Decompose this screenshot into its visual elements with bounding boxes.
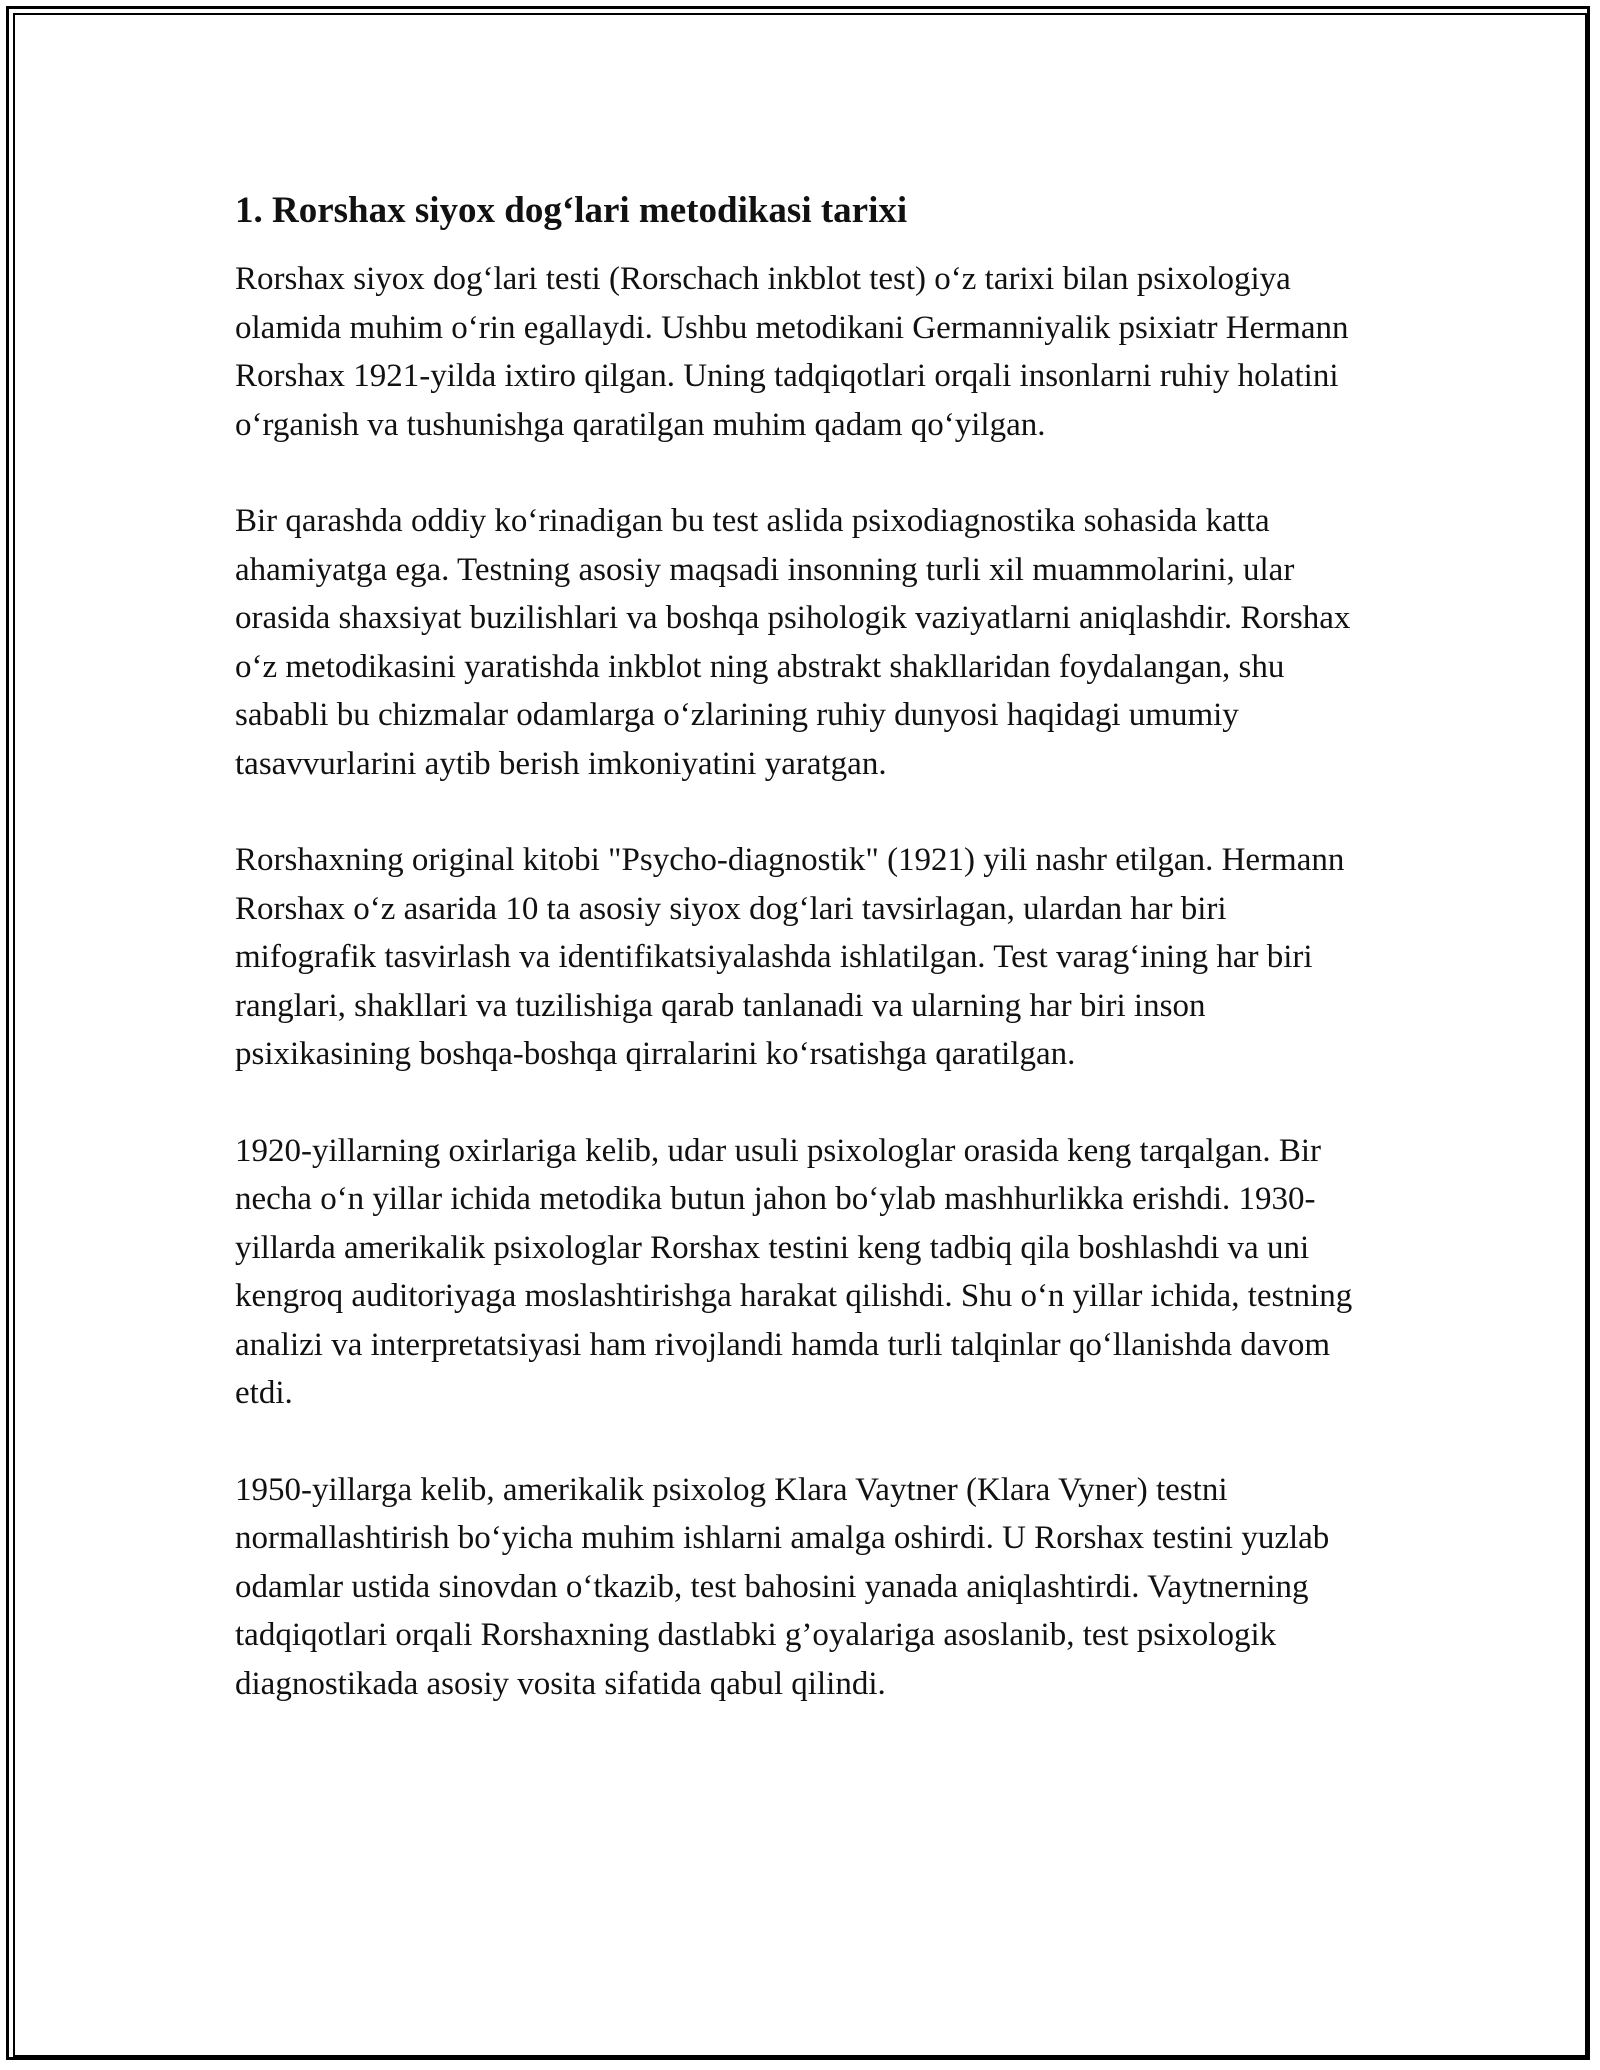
paragraph-3: Rorshaxning original kitobi "Psycho-diagnostik" (1921) yili nashr etilgan. Hermann Rorshax o‘z asarida 10 ta asosiy siyox dog‘lari tavsirlagan, ulardan har biri mifografik tasvirlash va identifikatsiyalashda ishlatilgan. Test varag‘ining har biri ranglari, shakllari va tuzilishiga qarab tanlanadi va ularning har biri inson psixikasining boshqa-boshqa qirralarini ko‘rsatishga qaratilgan.	[235, 842, 1345, 1072]
section-heading: 1. Rorshax siyox dog‘lari metodikasi tarixi	[235, 190, 908, 231]
paragraph-1: Rorshax siyox dog‘lari testi (Rorschach inkblot test) o‘z tarixi bilan psixologiya olamida muhim o‘rin egallaydi. Ushbu metodikani Germanniyalik psixiatr Hermann Rorshax 1921-yilda ixtiro qilgan. Uning tadqiqotlari orqali insonlarni ruhiy holatini o‘rganish va tushunishga qaratilgan muhim qadam qo‘yilgan.	[235, 261, 1349, 443]
paragraph-4: 1920-yillarning oxirlariga kelib, udar usuli psixologlar orasida keng tarqalgan. Bir necha o‘n yillar ichida metodika butun jahon bo‘ylab mashhurlikka erishdi. 1930-yillarda amerikalik psixologlar Rorshax testini keng tadbiq qila boshlashdi va uni kengroq auditoriyaga moslashtirishga harakat qilishdi. Shu o‘n yillar ichida, testning analizi va interpretatsiyasi ham rivojlandi hamda turli talqinlar qo‘llanishda davom etdi.	[235, 1132, 1353, 1411]
paragraph-2: Bir qarashda oddiy ko‘rinadigan bu test aslida psixodiagnostika sohasida katta ahamiyatga ega. Testning asosiy maqsadi insonning turli xil muammolarini, ular orasida shaxsiyat buzilishlari va boshqa psihologik vaziyatlarni aniqlashdir. Rorshax o‘z metodikasini yaratishda inkblot ning abstrakt shakllaridan foydalangan, shu sababli bu chizmalar odamlarga o‘zlarining ruhiy dunyosi haqidagi umumiy tasavvurlarini aytib berish imkoniyatini yaratgan.	[235, 503, 1351, 782]
document-body	[235, 186, 1370, 1756]
paragraph-5: 1950-yillarga kelib, amerikalik psixolog Klara Vaytner (Klara Vyner) testni normallashtirish bo‘yicha muhim ishlarni amalga oshirdi. U Rorshax testini yuzlab odamlar ustida sinovdan o‘tkazib, test bahosini yanada aniqlashtirdi. Vaytnerning tadqiqotlari orqali Rorshaxning dastlabki g’oyalariga asoslanib, test psixologik diagnostikada asosiy vosita sifatida qabul qilindi.	[235, 1471, 1330, 1702]
